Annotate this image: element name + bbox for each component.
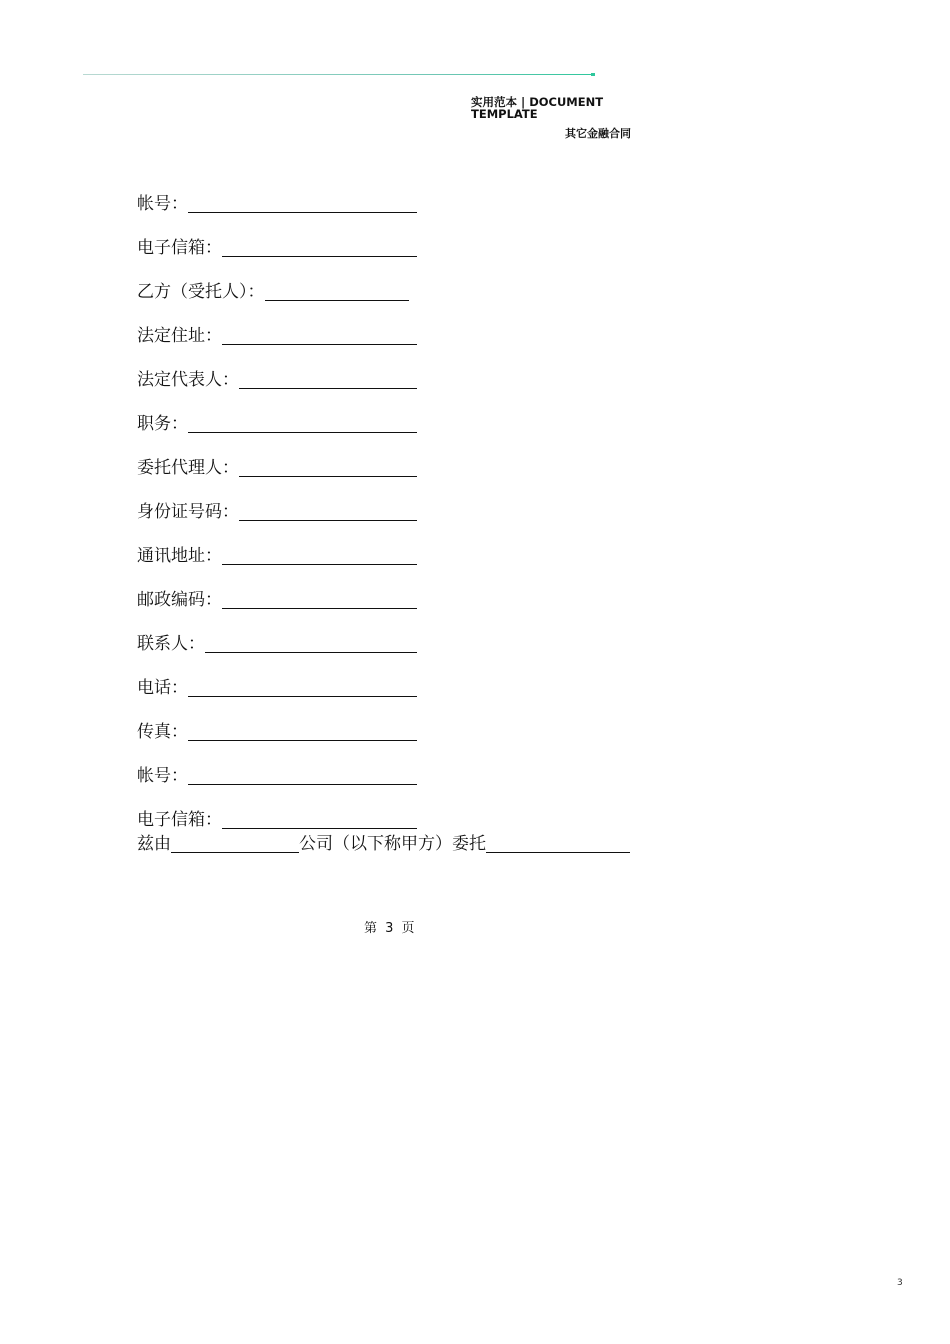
field-blank[interactable] [188, 676, 417, 697]
header-rule [83, 74, 595, 75]
closing-text-middle: 公司（以下称甲方）委托 [299, 834, 486, 854]
field-blank[interactable] [265, 280, 409, 301]
field-row-email-2 [137, 788, 657, 832]
field-row-account-2 [137, 744, 657, 788]
field-row-mailing-address [137, 524, 657, 568]
field-blank[interactable] [222, 808, 417, 829]
company-blank[interactable] [171, 832, 299, 853]
field-row-email [137, 216, 657, 260]
field-blank[interactable] [222, 544, 417, 565]
field-label: 帐号： [137, 194, 188, 214]
field-blank[interactable] [239, 368, 417, 389]
closing-sentence [137, 832, 630, 856]
field-row-phone [137, 656, 657, 700]
field-label: 法定住址： [137, 326, 222, 346]
field-label: 电话： [137, 678, 188, 698]
field-blank[interactable] [239, 500, 417, 521]
field-blank[interactable] [188, 192, 417, 213]
field-label: 传真： [137, 722, 188, 742]
field-row-position [137, 392, 657, 436]
field-row-postal-code [137, 568, 657, 612]
entrustee-blank[interactable] [486, 832, 630, 853]
field-blank[interactable] [239, 456, 417, 477]
field-blank[interactable] [188, 412, 417, 433]
field-blank[interactable] [188, 720, 417, 741]
field-blank[interactable] [222, 236, 417, 257]
field-label: 电子信箱： [137, 238, 222, 258]
field-label: 邮政编码： [137, 590, 222, 610]
field-label: 帐号： [137, 766, 188, 786]
field-blank[interactable] [188, 764, 417, 785]
page-label: 第 3 页 [364, 921, 415, 936]
header-category: 其它金融合同 [565, 127, 631, 140]
field-blank[interactable] [222, 588, 417, 609]
field-blank[interactable] [222, 324, 417, 345]
field-row-fax [137, 700, 657, 744]
field-blank[interactable] [205, 632, 417, 653]
field-row-contact [137, 612, 657, 656]
header-rule-accent [591, 73, 595, 76]
field-row-legal-rep [137, 348, 657, 392]
field-label: 通讯地址： [137, 546, 222, 566]
page-number-corner: 3 [897, 1278, 903, 1288]
field-label: 身份证号码： [137, 502, 239, 522]
field-row-agent [137, 436, 657, 480]
form-fields [137, 172, 657, 832]
field-row-id-number [137, 480, 657, 524]
field-label: 联系人： [137, 634, 205, 654]
closing-text-start: 兹由 [137, 834, 171, 854]
field-row-party-b [137, 260, 657, 304]
field-label: 乙方（受托人）： [137, 282, 265, 302]
field-label: 职务： [137, 414, 188, 434]
header-brand: 实用范本 | DOCUMENT TEMPLATE [471, 95, 604, 121]
field-label: 电子信箱： [137, 810, 222, 830]
field-label: 法定代表人： [137, 370, 239, 390]
field-row-account [137, 172, 657, 216]
field-row-legal-address [137, 304, 657, 348]
field-label: 委托代理人： [137, 458, 239, 478]
